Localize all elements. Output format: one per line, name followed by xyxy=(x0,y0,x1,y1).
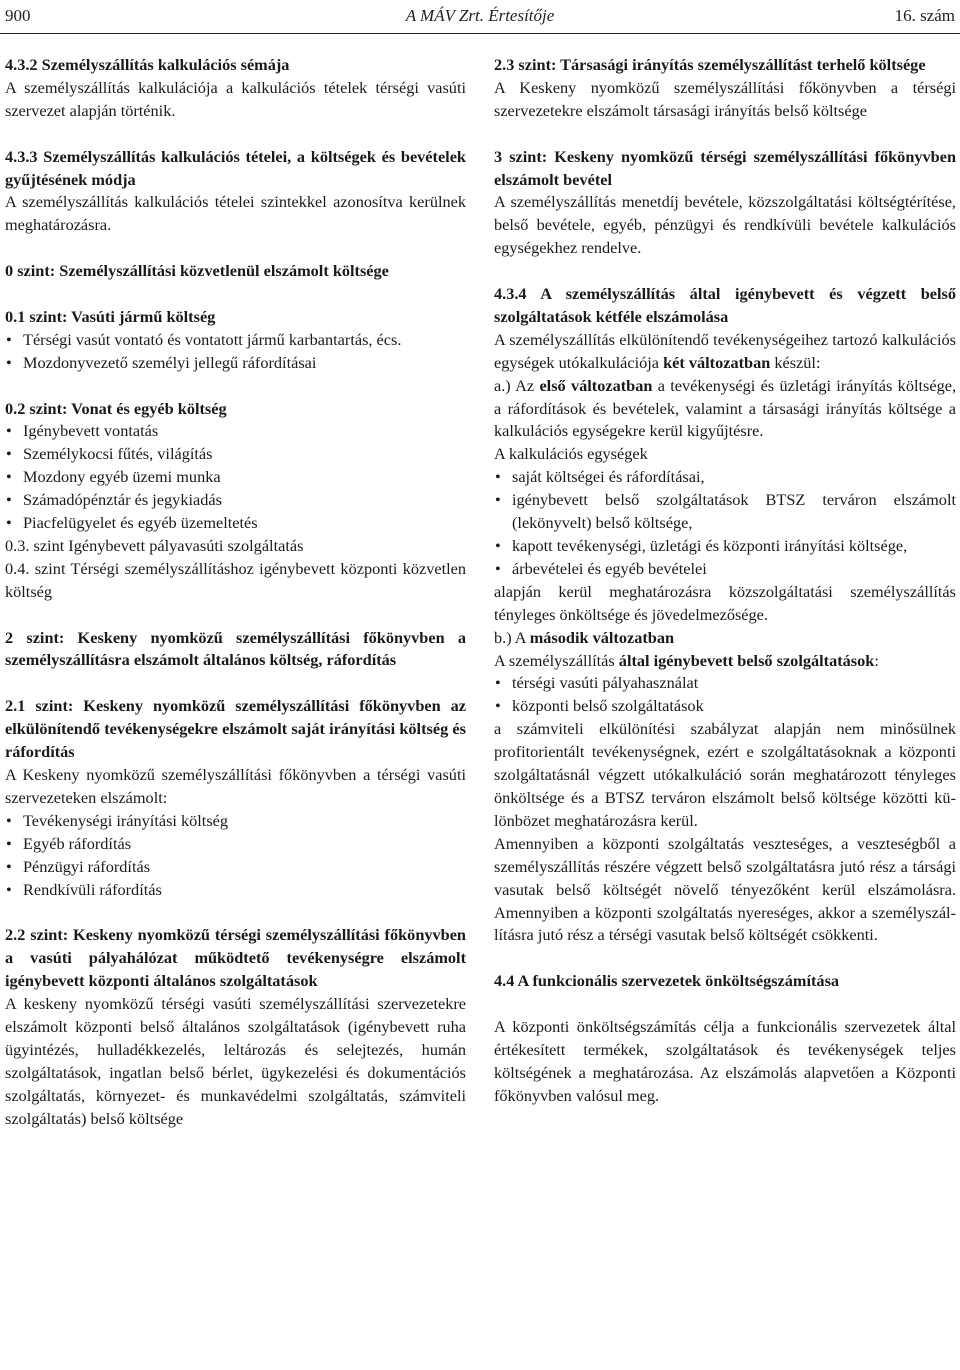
variant-a-text: a.) Az első változatban a tevékenységi és üzletági irányítás költsége, a ráfordítások és bevételek, valamint a társasági irányítás költsége a kalkulációs egységekre kerül kigyűjtésre. xyxy=(494,375,957,441)
level-0-title: 0 szint: Személyszállítási közvetlenül elszámolt költsége xyxy=(5,261,389,281)
calc-units-after: alapján kerül meghatározásra közszolgáltatási személyszállítás tényleges önköltsége és jövedelmezősége. xyxy=(494,581,956,624)
level-2-1-text: A Keskeny nyomközű személyszállítási főkönyvben a térségi vasúti szervezeteken elszámolt: xyxy=(5,765,466,807)
level-0-2-title: 0.2 szint: Vonat és egyéb költség xyxy=(5,398,227,418)
list-item: • saját költségei és ráfordításai, xyxy=(494,466,956,489)
list-item: • Számadópénztár és jegykiadás xyxy=(5,489,466,512)
level-3-title: 3 szint: Keskeny nyomközű térségi személyszállítási főkönyvben elszámolt bevétel xyxy=(494,146,956,189)
section-4-3-2-title: 4.3.2 Személyszállítás kalkulációs sémája xyxy=(5,55,290,74)
level-2-1-title: 2.1 szint: Keskeny nyomközű személyszállítási főkönyvben az elkülönítendő tevékenységekre elszámolt saját irányítási költség és ráfordítás xyxy=(5,696,466,762)
variant-b-text: a számviteli elkülönítési szabályzat alapján nem minősülnek profitorientált tevékenységnek, ezért e szolgáltatásoknak a központi szolgáltatásnál végzett utókalkuláció során meghatározott tényleges önköltsége és a BTSZ terváron elszámolt belső költsége közötti különbözet meghatározásra kerül. xyxy=(494,719,956,830)
list-item: • Mozdonyvezető személyi jellegű ráfordításai xyxy=(5,352,466,375)
journal-title: A MÁV Zrt. Értesítője xyxy=(405,6,555,25)
section-4-3-4-title: 4.3.4 A személyszállítás által igénybevett és végzett belső szolgáltatások kétféle elszámolása xyxy=(494,284,956,326)
list-item: • Egyéb ráfordítás xyxy=(5,833,466,856)
level-0-1-title: 0.1 szint: Vasúti jármű költség xyxy=(5,306,216,326)
level-2-2-text: A keskeny nyomközű térségi vasúti személyszállítási szervezetekre elszámolt központi belső általános szolgáltatások (igénybevett ruha ügyintézés, hulladékkezelés, leltározás és selejtezés, humán szolgáltatások, ingatlan belső bérlet, ügykezelési és dokumentációs szolgáltatás, környezet- és munkavédelmi szolgáltatás, számviteli szolgáltatás) belső költsége xyxy=(5,994,466,1128)
list-item: • Piacfelügyelet és egyéb üzemeltetés xyxy=(5,512,466,535)
list-item: • igénybevett belső szolgáltatások BTSZ terváron elszámolt (lekönyvelt) belső költsége, xyxy=(494,489,956,535)
level-2-3-title: 2.3 szint: Társasági irányítás személyszállítást terhelő költsége xyxy=(494,55,926,74)
level-2-2-title: 2.2 szint: Keskeny nyomközű térségi személyszállítási főkönyvben a vasúti pályahálózat működtető tevékenységre elszámolt igénybevett központi általános szolgáltatások xyxy=(5,925,466,991)
list-item: • Személykocsi fűtés, világítás xyxy=(5,443,466,466)
list-item: • kapott tevékenységi, üzletági és központi irányítási költsége, xyxy=(494,535,956,558)
list-item: • térségi vasúti pályahasználat xyxy=(494,672,956,695)
level-2-3-text: A Keskeny nyomközű személyszállítási főkönyvben a térségi szervezetekre elszámolt társasági irányítás belső költsége xyxy=(494,77,956,120)
variant-b-text-2: Amennyiben a központi szolgáltatás veszteséges, a veszteségből a személyszállítás részére végzett belső szolgáltatásra jutó rész a társági vasutak belső költségét növelő tényezőként kerül elszámolásra. Amennyiben a központi szolgáltatás nyereséges, akkor a személyszállításra jutó rész a térségi vasutak belső költségét csökkenti. xyxy=(494,833,956,945)
left-column xyxy=(5,54,466,1130)
section-4-3-3-text: A személyszállítás kalkulációs tételei szintekkel azonosítva kerülnek meghatározásra. xyxy=(5,192,466,235)
right-column xyxy=(494,54,956,1108)
list-item: • Térségi vasút vontató és vontatott jármű karbantartás, écs. xyxy=(5,329,466,352)
section-4-4-title: 4.4 A funkcionális szervezetek önköltségszámítása xyxy=(494,971,840,991)
section-4-3-3-title: 4.3.3 Személyszállítás kalkulációs tételei, a költségek és bevételek gyűjtésének módja xyxy=(5,146,466,189)
variant-b-intro: A személyszállítás által igénybevett belső szolgáltatások: xyxy=(494,650,879,670)
list-item: • Pénzügyi ráfordítás xyxy=(5,856,466,879)
level-2-title: 2 szint: Keskeny nyomközű személyszállítási főkönyvben a személyszállításra elszámolt általános költség, ráfordítás xyxy=(5,627,466,670)
section-4-3-4-text: A személyszállítás elkülönítendő tevékenységeihez tartozó kalkulációs egységek utókalkulációja két változatban készül: xyxy=(494,329,956,372)
list-item: • központi belső szolgáltatások xyxy=(494,695,956,718)
variant-b-title: b.) A második változatban xyxy=(494,627,675,647)
list-item: • Tevékenységi irányítási költség xyxy=(5,810,466,833)
list-item: • Mozdony egyéb üzemi munka xyxy=(5,466,466,489)
level-3-text: A személyszállítás menetdíj bevétele, közszolgáltatási költségtérítése, belső bevétele, egyéb, pénzügyi és rendkívüli bevétele kalkulációs egységekhez rendelve. xyxy=(494,192,956,258)
section-4-4-text: A központi önköltségszámítás célja a funkcionális szervezetek által értékesített termékek, szolgáltatások és tevékenységek teljes költségének a meghatározása. Az elszámolás alapvetően a Központi főkönyvben valósul meg. xyxy=(494,1017,956,1105)
header-rule xyxy=(0,33,960,34)
list-item: • árbevételei és egyéb bevételei xyxy=(494,558,956,581)
level-0-3-text: 0.3. szint Igénybevett pályavasúti szolgáltatás xyxy=(5,535,304,555)
page-number: 900 xyxy=(5,6,31,25)
list-item: • Igénybevett vontatás xyxy=(5,420,466,443)
level-0-4-text: 0.4. szint Térségi személyszállításhoz igénybevett központi közvetlen költség xyxy=(5,558,466,601)
section-4-3-2-text: A személyszállítás kalkulációja a kalkulációs tételek térségi vasúti szervezet alapján történik. xyxy=(5,77,466,120)
issue-number: 16. szám xyxy=(894,6,955,25)
calc-units-text: A kalkulációs egységek xyxy=(494,444,648,464)
page-header xyxy=(0,0,960,38)
list-item: • Rendkívüli ráfordítás xyxy=(5,879,466,902)
